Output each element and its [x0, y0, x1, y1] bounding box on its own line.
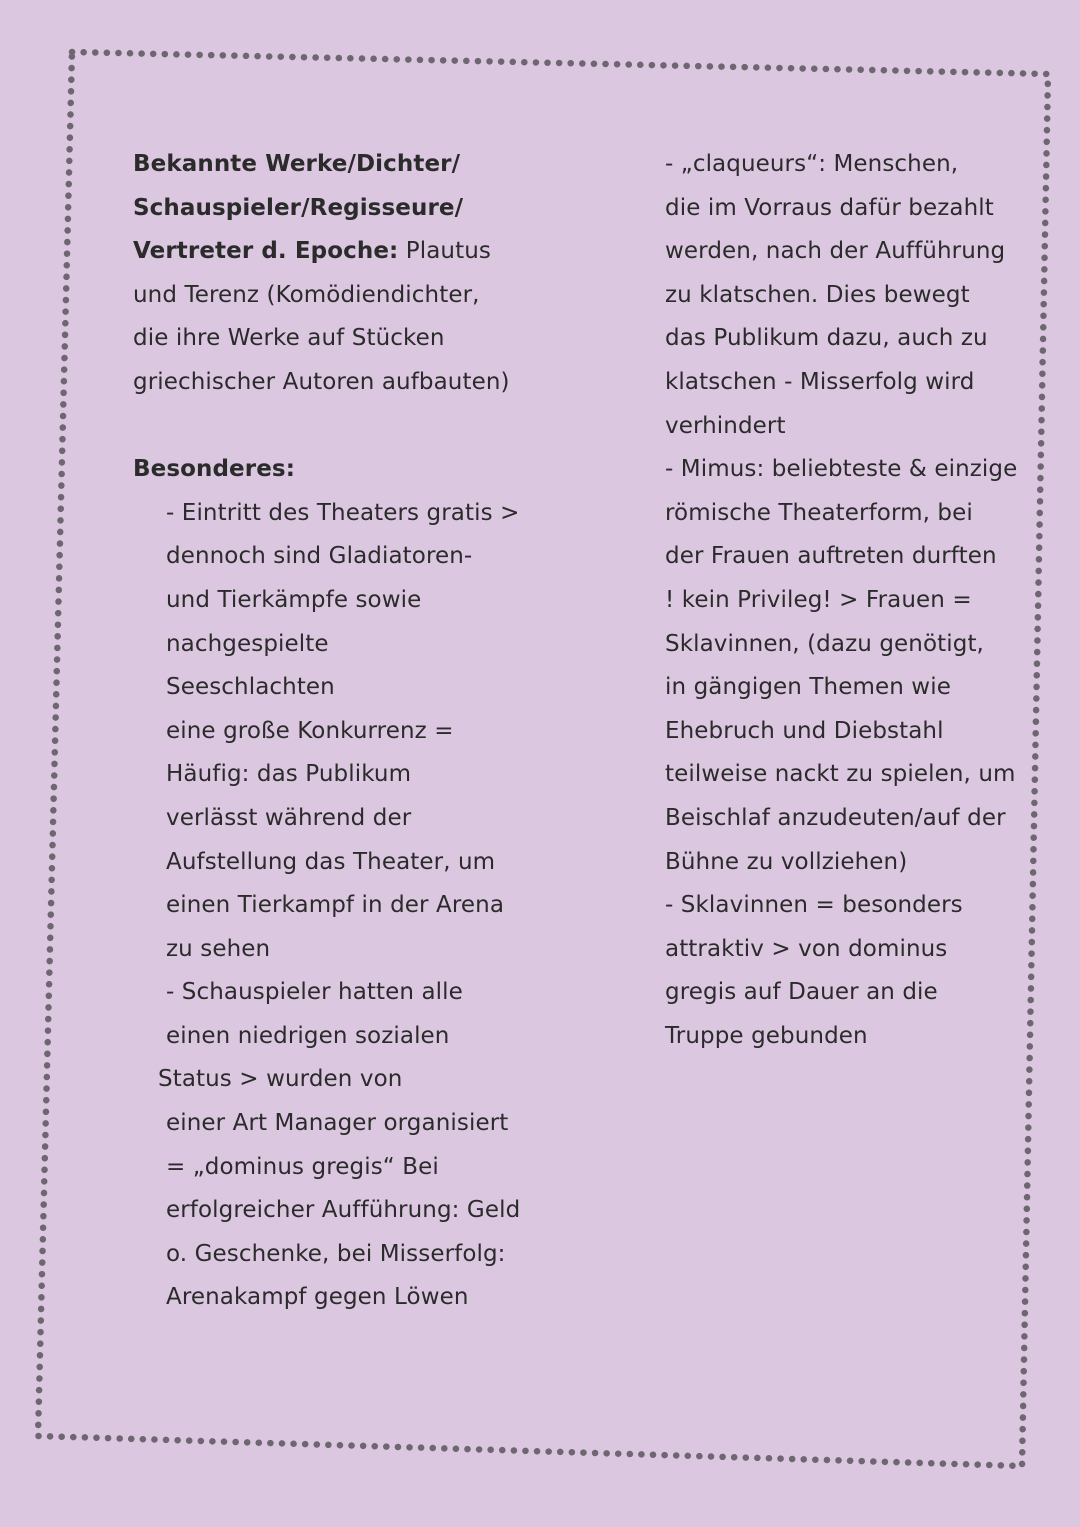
manager-line: einer Art Manager organisiert [166, 1110, 509, 1137]
manager-line: o. Geschenke, bei Misserfolg: [166, 1240, 506, 1267]
special-line: zu sehen [166, 935, 271, 962]
special-heading: Besonderes: [133, 456, 295, 483]
right-line: Truppe gebunden [665, 1022, 868, 1049]
special-line: und Tierkämpfe sowie [166, 586, 422, 613]
works-heading-line-2: Schauspieler/Regisseure/ [133, 194, 464, 221]
special-line: Seeschlachten [166, 674, 335, 701]
special-line: verlässt während der [166, 804, 412, 831]
right-line: klatschen - Misserfolg wird [665, 368, 975, 395]
right-line: das Publikum dazu, auch zu [665, 325, 988, 352]
right-line: Sklavinnen, (dazu genötigt, [665, 630, 984, 657]
special-line: einen niedrigen sozialen [166, 1022, 450, 1049]
epoch-representatives-label: Vertreter d. Epoche: [133, 238, 399, 265]
works-line: und Terenz (Komödiendichter, [133, 281, 480, 308]
right-line: werden, nach der Aufführung [665, 238, 1006, 265]
special-line: - Eintritt des Theaters gratis > [166, 499, 520, 526]
special-line: - Schauspieler hatten alle [166, 979, 463, 1006]
works-heading-line-3 [133, 230, 533, 274]
special-line: dennoch sind Gladiatoren- [166, 543, 473, 570]
right-line: ! kein Privileg! > Frauen = [665, 586, 972, 613]
special-line: eine große Konkurrenz = [166, 717, 454, 744]
special-line: einen Tierkampf in der Arena [166, 892, 505, 919]
right-line: - Mimus: beliebteste & einzige [665, 456, 1018, 483]
right-line: Beischlaf anzudeuten/auf der [665, 804, 1006, 831]
special-line: nachgespielte [166, 630, 329, 657]
right-line: attraktiv > von dominus [665, 935, 948, 962]
right-line: in gängigen Themen wie [665, 674, 951, 701]
right-column [665, 143, 1025, 1058]
manager-line: erfolgreicher Aufführung: Geld [166, 1197, 521, 1224]
manager-line: = „dominus gregis“ Bei [166, 1153, 439, 1180]
right-line: - Sklavinnen = besonders [665, 892, 963, 919]
right-line: Ehebruch und Diebstahl [665, 717, 944, 744]
right-line: teilweise nackt zu spielen, um [665, 761, 1016, 788]
manager-line: Arenakampf gegen Löwen [166, 1284, 469, 1311]
right-line: verhindert [665, 412, 786, 439]
right-line: zu klatschen. Dies bewegt [665, 281, 970, 308]
status-line: Status > wurden von [158, 1066, 403, 1093]
plautus-text: Plautus [398, 238, 491, 265]
special-line: Häufig: das Publikum [166, 761, 412, 788]
special-line: Aufstellung das Theater, um [166, 848, 496, 875]
left-column [133, 143, 533, 1320]
right-line: - „claqueurs“: Menschen, [665, 151, 959, 177]
works-line: griechischer Autoren aufbauten) [133, 368, 510, 395]
right-line: Bühne zu vollziehen) [665, 848, 908, 875]
right-line: der Frauen auftreten durften [665, 543, 997, 570]
works-line: die ihre Werke auf Stücken [133, 325, 445, 352]
right-line: gregis auf Dauer an die [665, 979, 938, 1006]
right-line: die im Vorraus dafür bezahlt [665, 194, 994, 221]
works-heading-line-1: Bekannte Werke/Dichter/ [133, 151, 461, 177]
right-line: römische Theaterform, bei [665, 499, 973, 526]
